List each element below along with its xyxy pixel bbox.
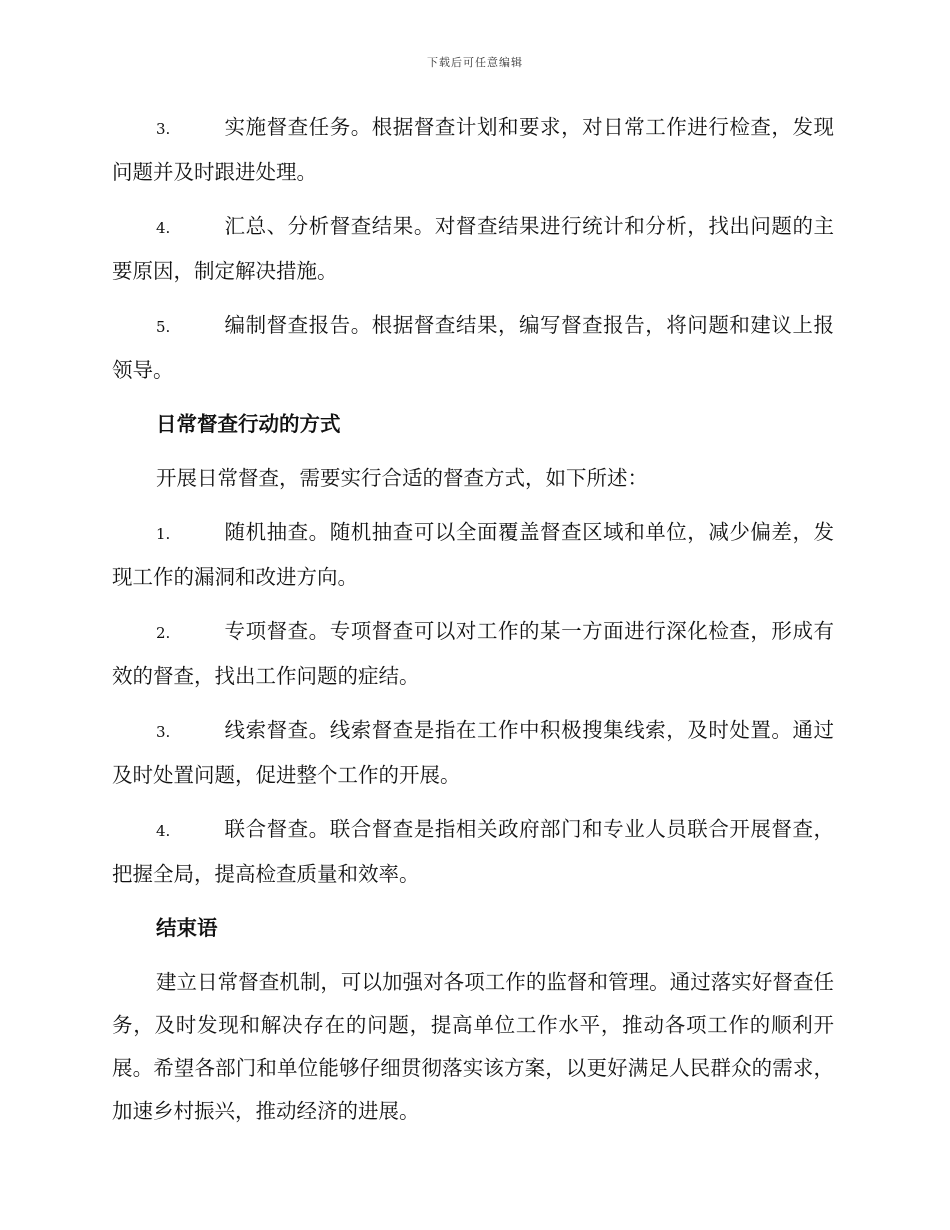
- paragraph: 开展日常督查，需要实行合适的督查方式，如下所述：: [156, 466, 648, 490]
- list-item-text: 联合督查。联合督查是指相关政府部门和专业人员联合开展督查，把握全局，提高检查质量和效率。: [112, 817, 834, 886]
- list-item: [112, 511, 834, 599]
- document-body: [112, 106, 834, 1144]
- list-item-text: 编制督查报告。根据督查结果，编写督查报告，将问题和建议上报领导。: [112, 313, 834, 382]
- list-item-text: 实施督查任务。根据督查计划和要求，对日常工作进行检查，发现问题并及时跟进处理。: [112, 115, 834, 184]
- list-number: 3.: [156, 120, 171, 138]
- list-item: [112, 610, 834, 698]
- section-heading: 结束语: [156, 916, 218, 940]
- header-note: 下载后可任意编辑: [427, 56, 523, 69]
- list-number: 2.: [156, 624, 171, 642]
- list-item: [112, 808, 834, 896]
- list-item: [112, 106, 834, 194]
- list-item: [112, 304, 834, 392]
- list-number: 5.: [156, 318, 171, 336]
- paragraph: 建立日常督查机制，可以加强对各项工作的监督和管理。通过落实好督查任务，及时发现和解决存在的问题，提高单位工作水平，推动各项工作的顺利开展。希望各部门和单位能够仔细贯彻落实该方案，以更好满足人民群众的需求，加速乡村振兴，推动经济的进展。: [112, 970, 834, 1123]
- list-number: 4.: [156, 822, 171, 840]
- list-item: [112, 205, 834, 293]
- list-number: 4.: [156, 219, 171, 237]
- list-item-text: 专项督查。专项督查可以对工作的某一方面进行深化检查，形成有效的督查，找出工作问题的症结。: [112, 619, 834, 688]
- list-item-text: 随机抽查。随机抽查可以全面覆盖督查区域和单位，减少偏差，发现工作的漏洞和改进方向。: [112, 520, 834, 589]
- list-number: 1.: [156, 525, 171, 543]
- list-number: 3.: [156, 723, 171, 741]
- list-item: [112, 709, 834, 797]
- list-item-text: 汇总、分析督查结果。对督查结果进行统计和分析，找出问题的主要原因，制定解决措施。: [112, 214, 834, 283]
- section-heading: 日常督查行动的方式: [156, 412, 341, 436]
- list-item-text: 线索督查。线索督查是指在工作中积极搜集线索，及时处置。通过及时处置问题，促进整个工作的开展。: [112, 718, 834, 787]
